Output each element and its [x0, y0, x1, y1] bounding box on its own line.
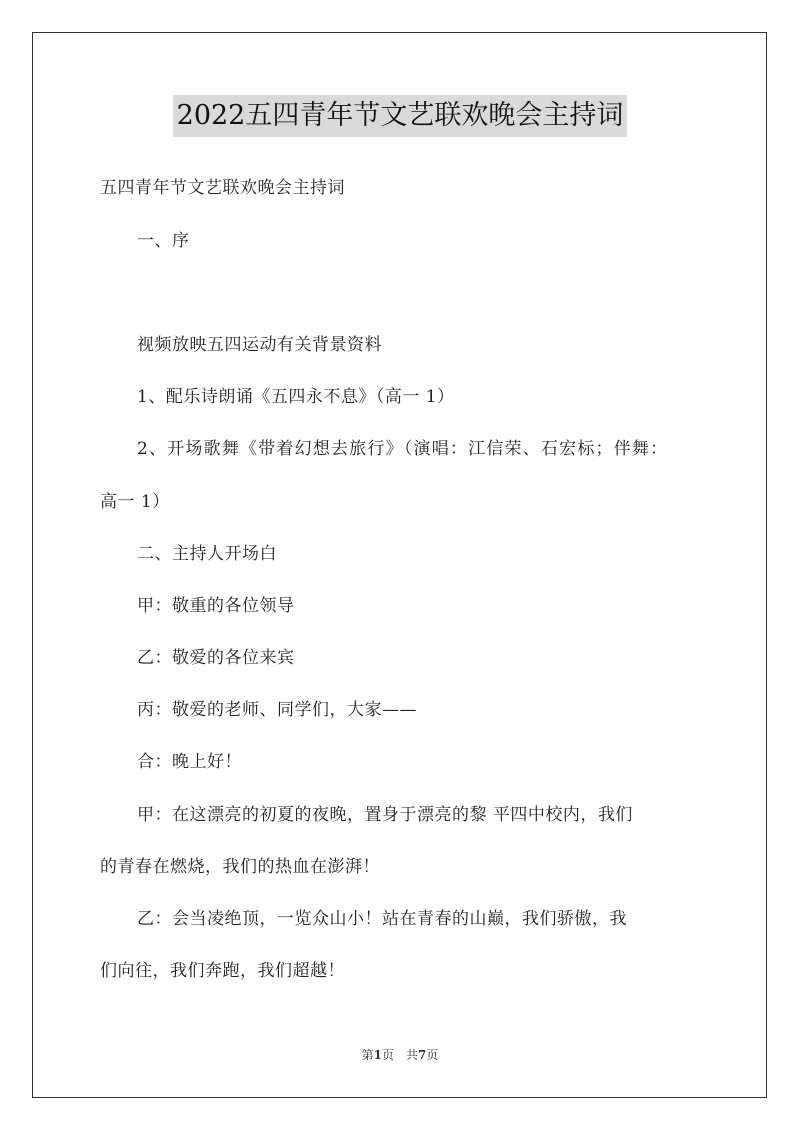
page-middle: 页 共 [381, 1048, 418, 1062]
current-page-number: 1 [373, 1048, 382, 1062]
text-line: 视频放映五四运动有关背景资料 [137, 335, 382, 355]
text-line: 甲：敬重的各位领导 [137, 596, 295, 616]
total-pages-number: 7 [418, 1048, 427, 1062]
title-container [0, 95, 800, 137]
text-line: 甲：在这漂亮的初夏的夜晚，置身于漂亮的黎 平四中校内，我们 [137, 805, 633, 825]
text-line: 丙：敬爱的老师、同学们，大家—— [137, 700, 417, 720]
text-line: 二、主持人开场白 [137, 544, 277, 564]
page-prefix: 第 [361, 1048, 374, 1062]
page-suffix: 页 [426, 1048, 439, 1062]
text-line: 乙：会当凌绝顶，一览众山小！站在青春的山巅，我们骄傲，我 [137, 909, 627, 929]
text-line: 五四青年节文艺联欢晚会主持词 [100, 178, 345, 198]
text-line: 的青春在燃烧，我们的热血在澎湃！ [100, 857, 380, 877]
text-line: 合：晚上好！ [137, 752, 242, 772]
text-line: 一、序 [137, 231, 190, 251]
text-line: 乙：敬爱的各位来宾 [137, 648, 295, 668]
page-footer [0, 1046, 800, 1063]
text-line: 们向往，我们奔跑，我们超越！ [100, 961, 345, 981]
text-line: 1、配乐诗朗诵《五四永不息》（高一 1） [137, 387, 455, 407]
document-title: 2022五四青年节文艺联欢晚会主持词 [173, 95, 628, 137]
text-line: 高一 1） [100, 492, 170, 512]
text-line: 2、开场歌舞《带着幻想去旅行》（演唱：江信荣、石宏标；伴舞： [137, 439, 669, 459]
